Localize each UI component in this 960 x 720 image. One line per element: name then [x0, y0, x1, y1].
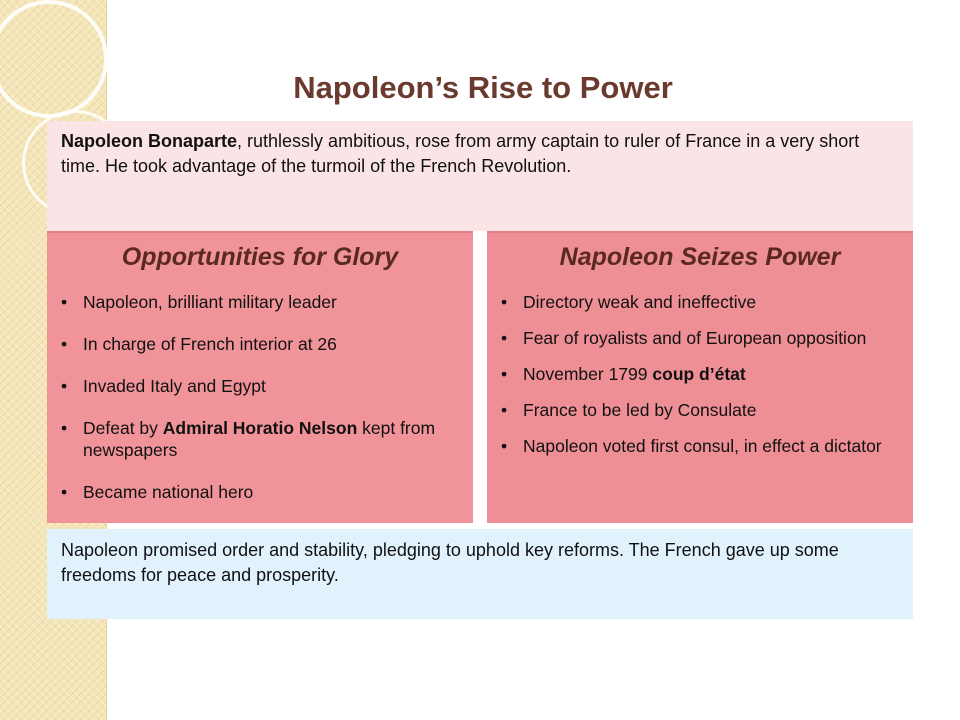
bullet-text: Defeat by — [83, 418, 163, 438]
bullet-list — [59, 291, 459, 523]
bullet-item — [59, 291, 459, 313]
slide-title: Napoleon’s Rise to Power — [293, 70, 673, 105]
bullet-item — [499, 327, 899, 349]
bullet-item — [59, 375, 459, 397]
intro-bold-name: Napoleon Bonaparte — [61, 131, 238, 151]
intro-text — [61, 129, 901, 179]
bullet-item — [499, 399, 899, 421]
bullet-text: Became national hero — [83, 482, 254, 502]
bullet-text: Directory weak and ineffective — [523, 292, 757, 312]
bullet-item — [499, 291, 899, 313]
seizes-power-panel — [487, 231, 913, 523]
bullet-item — [499, 363, 899, 385]
bullet-text: Napoleon, brilliant military leader — [83, 292, 337, 312]
bullet-item — [59, 481, 459, 503]
opportunities-panel — [47, 231, 473, 523]
bullet-text: Napoleon voted first consul, in effect a dictator — [523, 436, 882, 456]
bullet-text: In charge of French interior at 26 — [83, 334, 337, 354]
bullet-item — [59, 333, 459, 355]
bullet-list — [499, 291, 899, 471]
bullet-bold-text: Admiral Horatio Nelson — [162, 418, 358, 438]
panel-heading: Opportunities for Glory — [121, 243, 399, 271]
panel-heading: Napoleon Seizes Power — [559, 243, 841, 271]
bullet-text: Fear of royalists and of European opposition — [523, 328, 867, 348]
bullet-item — [499, 435, 899, 457]
bullet-bold-text: coup d’état — [652, 364, 746, 384]
summary-text: Napoleon promised order and stability, pledging to uphold key reforms. The French gave up some freedoms for peace and prosperity. — [61, 540, 839, 585]
intro-body: , ruthlessly ambitious, rose from army captain to ruler of France in a very short time. He took advantage of the turmoil of the French Revolution. — [61, 131, 860, 176]
bullet-text: kept from newspapers — [83, 418, 436, 460]
bullet-text: France to be led by Consulate — [523, 400, 757, 420]
bullet-text: Invaded Italy and Egypt — [83, 376, 266, 396]
bullet-item — [59, 417, 459, 461]
bullet-text: November 1799 — [523, 364, 653, 384]
